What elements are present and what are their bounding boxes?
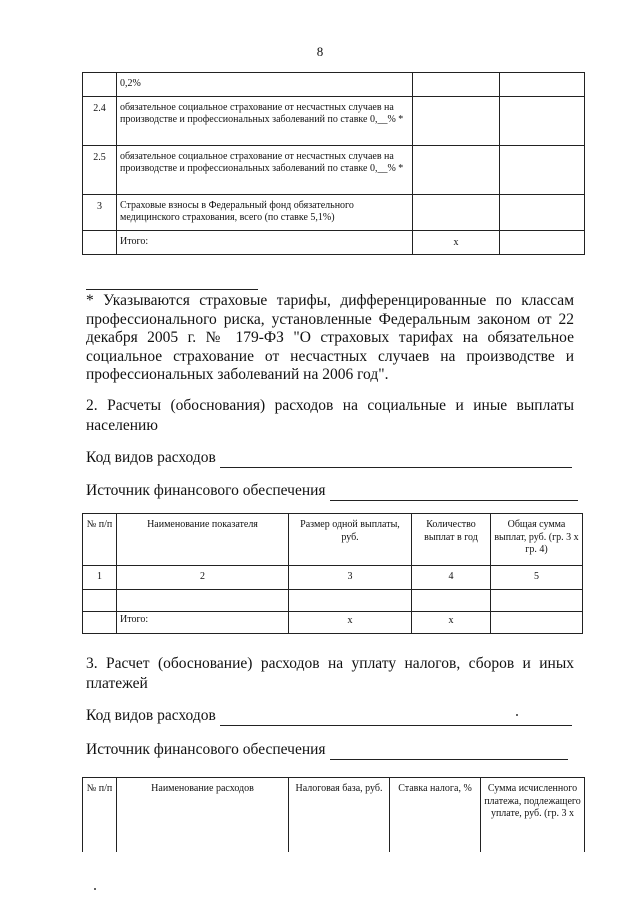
table-cell (117, 590, 289, 612)
section-2-title: 2. Расчеты (обоснования) расходов на социальные и иные выплаты населению (86, 397, 574, 434)
table-row-total (83, 231, 585, 255)
section-3-code-row (86, 706, 572, 726)
source-label: Источник финансового обеспечения (86, 741, 326, 758)
header-cell: Наименование расходов (117, 778, 289, 852)
table-cell (491, 590, 583, 612)
table-cell (491, 612, 583, 634)
header-cell: Налоговая база, руб. (289, 778, 390, 852)
code-field[interactable] (220, 451, 572, 468)
row-value (413, 195, 500, 231)
scan-speck (516, 714, 518, 716)
row-value (500, 195, 585, 231)
row-number: 3 (83, 195, 117, 231)
table-cell (412, 590, 491, 612)
header-cell: № п/п (83, 778, 117, 852)
table-cell (83, 612, 117, 634)
row-value: х (413, 231, 500, 255)
table-cell: х (289, 612, 412, 634)
code-field[interactable] (220, 709, 572, 726)
table-row-total (83, 612, 583, 634)
table-row (83, 195, 585, 231)
source-label: Источник финансового обеспечения (86, 482, 326, 499)
code-label: Код видов расходов (86, 449, 216, 466)
table-row (83, 73, 585, 97)
scan-speck (94, 888, 96, 890)
section-3-source-row (86, 740, 568, 760)
header-cell: Ставка налога, % (390, 778, 481, 852)
row-text: Страховые взносы в Федеральный фонд обязательного медицинского страхования, всего (по ставке 5,1%) (117, 195, 413, 231)
column-number: 5 (491, 566, 583, 590)
table-row (83, 97, 585, 146)
header-cell: № п/п (83, 514, 117, 566)
table-cell: Итого: (117, 612, 289, 634)
header-cell: Размер одной выплаты, руб. (289, 514, 412, 566)
row-text: Итого: (117, 231, 413, 255)
row-text: обязательное социальное страхование от несчастных случаев на производстве и профессиональных заболеваний по ставке 0,__% * (117, 146, 413, 195)
row-value (413, 97, 500, 146)
table-cell (289, 590, 412, 612)
row-value (500, 146, 585, 195)
column-number-row (83, 566, 583, 590)
table-cell (83, 590, 117, 612)
insurance-contributions-table (82, 72, 585, 255)
section-2-code-row (86, 448, 572, 468)
row-value (413, 146, 500, 195)
table-row (83, 146, 585, 195)
column-number: 3 (289, 566, 412, 590)
header-cell: Наименование показателя (117, 514, 289, 566)
header-cell: Количество выплат в год (412, 514, 491, 566)
row-number: 2.5 (83, 146, 117, 195)
row-text: 0,2% (117, 73, 413, 97)
row-value (500, 97, 585, 146)
footnote: * Указываются страховые тарифы, дифференцированные по классам профессионального риска, установленные Федеральным законом от 22 декабря 2005 г. № 179-ФЗ "О страховых тарифах на обязательное социальное страхование от несчастных случаев на производстве и профессиональных заболеваний на 2006 год". (86, 292, 574, 383)
header-cell: Сумма исчисленного платежа, подлежащего уплате, руб. (гр. 3 х (481, 778, 585, 852)
table-row (83, 590, 583, 612)
row-text: обязательное социальное страхование от несчастных случаев на производстве и профессиональных заболеваний по ставке 0,__% * (117, 97, 413, 146)
column-number: 1 (83, 566, 117, 590)
column-number: 4 (412, 566, 491, 590)
row-value (413, 73, 500, 97)
page-number: 8 (316, 44, 324, 59)
footnote-separator (86, 289, 258, 290)
table-cell: х (412, 612, 491, 634)
table-header-row (83, 514, 583, 566)
row-number: 2.4 (83, 97, 117, 146)
table-header-row (83, 778, 585, 852)
header-cell: Общая сумма выплат, руб. (гр. 3 х гр. 4) (491, 514, 583, 566)
row-number (83, 73, 117, 97)
row-number (83, 231, 117, 255)
code-label: Код видов расходов (86, 707, 216, 724)
section-2-source-row (86, 481, 578, 501)
column-number: 2 (117, 566, 289, 590)
social-payments-table (82, 513, 583, 634)
taxes-table (82, 777, 585, 852)
source-field[interactable] (330, 743, 568, 760)
section-3-title: 3. Расчет (обоснование) расходов на уплату налогов, сборов и иных платежей (86, 655, 574, 692)
row-value (500, 73, 585, 97)
source-field[interactable] (330, 484, 578, 501)
row-value (500, 231, 585, 255)
